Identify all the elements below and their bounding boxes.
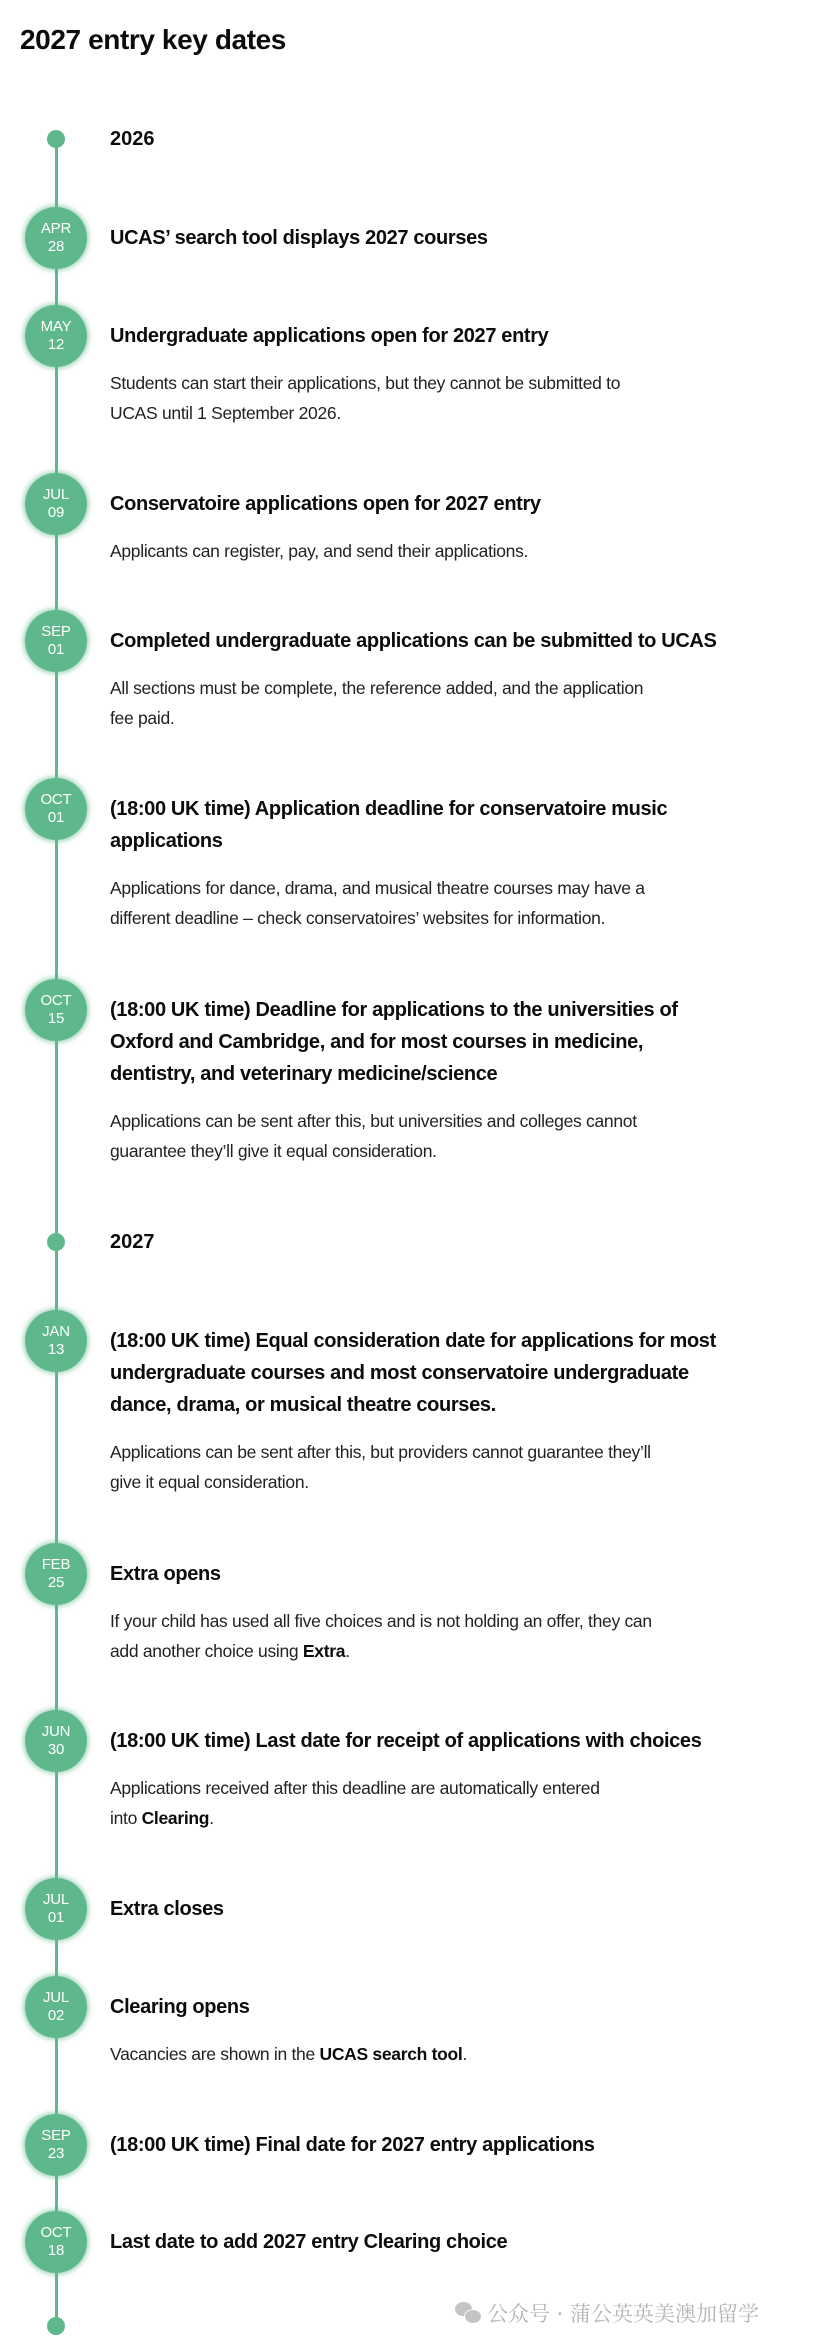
extra-link[interactable]: Extra	[302, 1641, 346, 1661]
event-heading-line: Completed undergraduate applications can be submitted to UCAS	[110, 630, 717, 652]
timeline-event	[110, 793, 800, 933]
event-heading-line: Conservatoire applications open for 2027 entry	[110, 493, 541, 515]
date-day: 12	[47, 336, 65, 353]
timeline-event	[110, 1991, 800, 2069]
event-heading-line: (18:00 UK time) Application deadline for conservatoire music	[110, 798, 668, 820]
event-heading-line: Last date to add 2027 entry Clearing choice	[110, 2231, 508, 2253]
date-day: 23	[47, 2145, 65, 2162]
date-month: JUN	[41, 1723, 71, 1740]
description-text: .	[345, 1641, 350, 1661]
event-heading	[110, 1991, 800, 2023]
event-description-line: give it equal consideration.	[110, 1472, 309, 1492]
date-badge	[25, 1310, 87, 1372]
year-label: 2027	[110, 1231, 155, 1253]
event-description-line: Students can start their applications, but they cannot be submitted to	[110, 373, 621, 393]
page-title: 2027 entry key dates	[20, 24, 286, 55]
date-month: SEP	[41, 2127, 71, 2144]
event-description-line: Applications for dance, drama, and musical theatre courses may have a	[110, 878, 645, 898]
date-day: 15	[47, 1010, 65, 1027]
event-heading-line: (18:00 UK time) Last date for receipt of applications with choices	[110, 1730, 702, 1752]
event-heading-line: (18:00 UK time) Equal consideration date for applications for most	[110, 1330, 716, 1352]
date-badge	[25, 1976, 87, 2038]
date-badge	[25, 305, 87, 367]
timeline-event	[110, 1558, 800, 1666]
date-month: APR	[40, 220, 72, 237]
date-badge	[25, 1710, 87, 1772]
date-month: JUL	[42, 1891, 70, 1908]
date-day: 09	[47, 504, 65, 521]
event-description	[110, 1606, 800, 1666]
event-heading-line: dance, drama, or musical theatre courses.	[110, 1394, 496, 1416]
description-text: add another choice using	[110, 1641, 303, 1661]
timeline-event	[110, 1893, 800, 1925]
event-heading	[110, 625, 800, 657]
timeline-event	[110, 488, 800, 566]
event-description-line	[110, 1636, 800, 1666]
description-text: .	[209, 1808, 214, 1828]
event-description-line: If your child has used all five choices and is not holding an offer, they can	[110, 1611, 652, 1631]
timeline-event	[110, 994, 800, 1166]
event-heading	[110, 320, 800, 352]
event-description	[110, 368, 800, 428]
timeline-event	[110, 2226, 800, 2258]
date-month: MAY	[40, 318, 72, 335]
date-day: 02	[47, 2007, 65, 2024]
date-month: OCT	[40, 992, 72, 1009]
date-badge	[25, 979, 87, 1041]
date-badge	[25, 610, 87, 672]
date-month: SEP	[41, 623, 71, 640]
year-label: 2026	[110, 128, 155, 150]
description-text: Vacancies are shown in the	[110, 2044, 320, 2064]
ucas-search-tool-link[interactable]: UCAS search tool	[319, 2044, 463, 2064]
event-heading	[110, 1893, 800, 1925]
date-month: OCT	[40, 791, 72, 808]
date-badge	[25, 207, 87, 269]
event-description	[110, 2039, 800, 2069]
date-month: OCT	[40, 2224, 72, 2241]
date-badge	[25, 1543, 87, 1605]
event-description-line: different deadline – check conservatoires’ websites for information.	[110, 908, 606, 928]
event-heading-line: Oxford and Cambridge, and for most courses in medicine,	[110, 1031, 644, 1053]
year-marker-dot	[47, 130, 65, 148]
event-description-line: UCAS until 1 September 2026.	[110, 403, 341, 423]
date-badge	[25, 778, 87, 840]
event-heading	[110, 488, 800, 520]
event-description	[110, 1773, 800, 1833]
event-description-line	[110, 1803, 800, 1833]
event-heading	[110, 1558, 800, 1590]
event-heading	[110, 2129, 800, 2161]
event-description	[110, 536, 800, 566]
date-day: 13	[47, 1341, 65, 1358]
watermark	[455, 2299, 759, 2327]
date-badge	[25, 1878, 87, 1940]
event-heading	[110, 2226, 800, 2258]
event-heading-line: Undergraduate applications open for 2027 entry	[110, 325, 549, 347]
timeline-event	[110, 1725, 800, 1833]
wechat-icon	[455, 2302, 481, 2324]
clearing-link[interactable]: Clearing	[141, 1808, 210, 1828]
event-description-line: Applications received after this deadline are automatically entered	[110, 1778, 600, 1798]
event-description-line: Applications can be sent after this, but providers cannot guarantee they’ll	[110, 1442, 651, 1462]
event-description	[110, 1437, 800, 1497]
description-text: into	[110, 1808, 142, 1828]
event-heading-line: Extra closes	[110, 1898, 224, 1920]
date-badge	[25, 473, 87, 535]
date-month: JUL	[42, 486, 70, 503]
year-marker-dot	[47, 1233, 65, 1251]
event-heading-line: UCAS’ search tool displays 2027 courses	[110, 227, 488, 249]
event-heading-line: dentistry, and veterinary medicine/science	[110, 1063, 498, 1085]
date-day: 18	[47, 2242, 65, 2259]
event-heading	[110, 1725, 800, 1757]
date-day: 25	[47, 1574, 65, 1591]
event-heading	[110, 1325, 800, 1421]
timeline-event	[110, 320, 800, 428]
event-heading-line: applications	[110, 830, 223, 852]
event-heading	[110, 994, 800, 1090]
date-badge	[25, 2114, 87, 2176]
timeline-event	[110, 625, 800, 733]
description-text: .	[462, 2044, 468, 2064]
event-description-line: Applicants can register, pay, and send their applications.	[110, 541, 529, 561]
timeline-end-dot	[47, 2317, 65, 2335]
event-heading-line: (18:00 UK time) Deadline for applications to the universities of	[110, 999, 678, 1021]
event-description	[110, 673, 800, 733]
date-badge	[25, 2211, 87, 2273]
date-month: JAN	[42, 1323, 70, 1340]
event-description-line: Applications can be sent after this, but universities and colleges cannot	[110, 1111, 637, 1131]
timeline-event	[110, 2129, 800, 2161]
date-day: 01	[47, 641, 65, 658]
watermark-text: 公众号 · 蒲公英英美澳加留学	[487, 2302, 760, 2326]
date-month: FEB	[41, 1556, 71, 1573]
date-day: 28	[47, 238, 65, 255]
event-heading-line: Extra opens	[110, 1563, 221, 1585]
event-description-line	[110, 2039, 800, 2069]
event-description-line: All sections must be complete, the reference added, and the application	[110, 678, 644, 698]
event-heading-line: undergraduate courses and most conservatoire undergraduate	[110, 1362, 689, 1384]
date-day: 01	[47, 809, 65, 826]
event-description-line: guarantee they’ll give it equal consideration.	[110, 1141, 437, 1161]
date-month: JUL	[42, 1989, 70, 2006]
date-day: 30	[47, 1741, 65, 1758]
timeline-event	[110, 222, 800, 254]
timeline-event	[110, 1325, 800, 1497]
event-heading	[110, 793, 800, 857]
event-heading	[110, 222, 800, 254]
date-day: 01	[47, 1909, 65, 1926]
event-heading-line: (18:00 UK time) Final date for 2027 entry applications	[110, 2134, 595, 2156]
event-description	[110, 1106, 800, 1166]
event-description	[110, 873, 800, 933]
event-description-line: fee paid.	[110, 708, 175, 728]
event-heading-line: Clearing opens	[110, 1996, 250, 2018]
